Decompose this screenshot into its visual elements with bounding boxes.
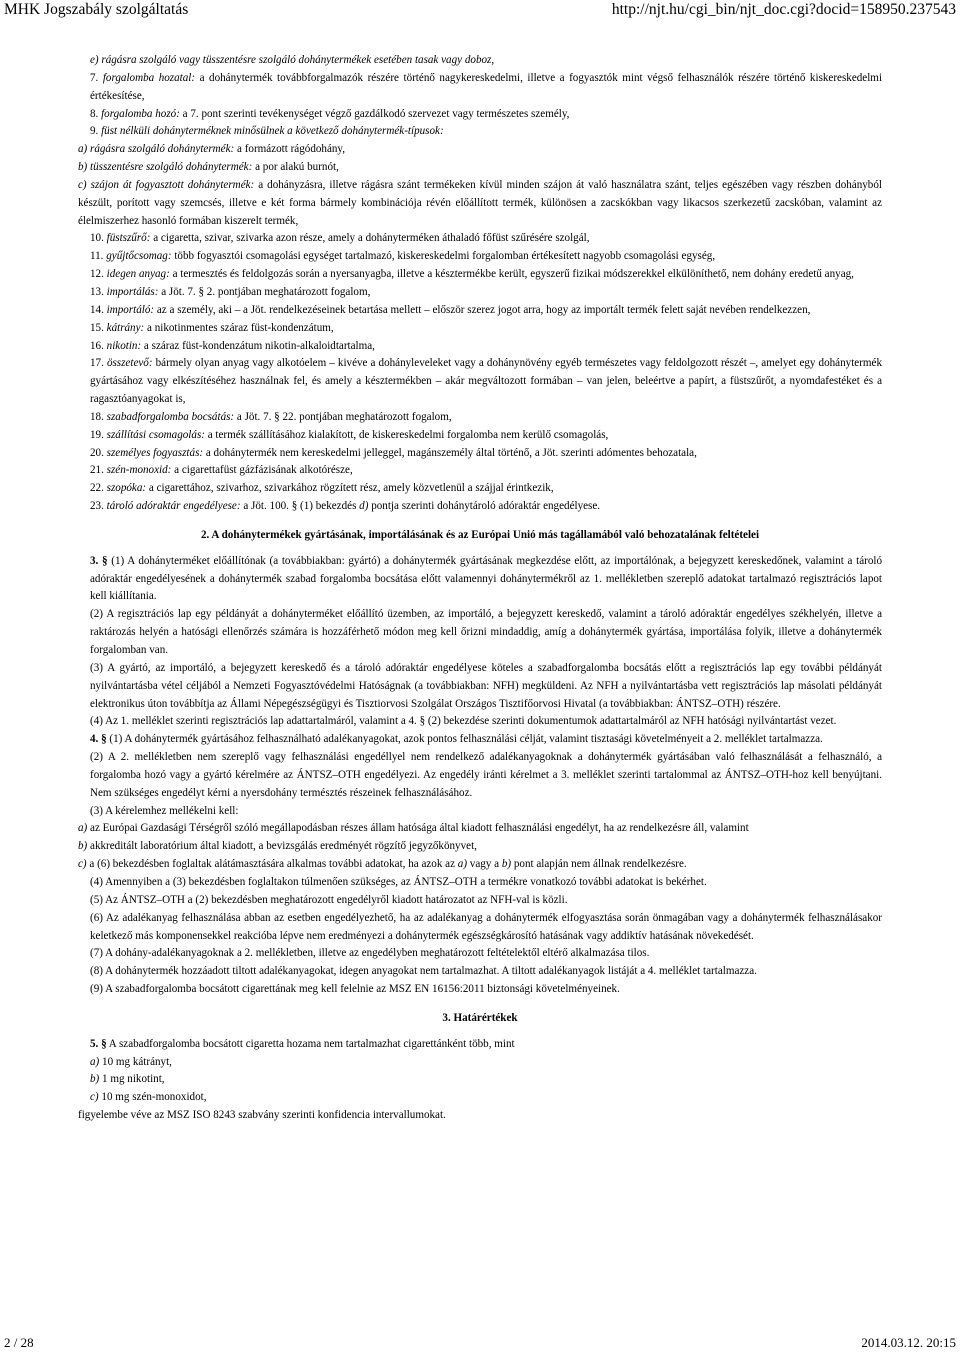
para-4-7: (7) A dohány-adalékanyagoknak a 2. mellékletben, illetve az engedélyben meghatározott feltételektől eltérő alkalmazása tilos. bbox=[90, 947, 650, 960]
item-7: 7. forgalomba hozatal: a dohánytermék továbbforgalmazók részére történő nagykereskedelmi, illetve a fogyasztók mint végső felhasználók részére történő kiskereskedelmi értékesítése, bbox=[90, 71, 883, 102]
para-3-1: 3. § (1) A dohányterméket előállítónak (a továbbiakban: gyártó) a dohánytermék gyártásának megkezdése előtt, az importálónak, a bejegyzett kereskedőnek, valamint a tároló adóraktár engedélyesének a dohánytermék szabad forgalomba bocsátása előtt valamennyi dohánytermékről az 1. mellékletben szereplő adatokat tartalmazó regisztrációs lapot kell kiállítania. bbox=[90, 554, 883, 603]
para-4-4: (4) Amennyiben a (3) bekezdésben foglaltakon túlmenően szükséges, az ÁNTSZ–OTH a termékre vonatkozó további adatokat is bekérhet. bbox=[90, 875, 707, 888]
para-3-3: (3) A gyártó, az importáló, a bejegyzett kereskedő és a tároló adóraktár engedélyese köteles a szabadforgalomba bocsátás előtt a regisztrációs lap egy további példányát nyilvántartásba vétel céljából a Nemzeti Fogyasztóvédelmi Hatóságnak (a továbbiakban: NFH) megküldeni. Az NFH a nyilvántartásba vett regisztrációs lap másolati példányát elektronikus úton továbbítja az Állami Népegészségügyi és Tisztiorvosi Szolgálat Országos Tisztifőorvosi Hivatal (a továbbiakban: ÁNTSZ–OTH) részére. bbox=[90, 661, 882, 710]
section-heading-3: 3. Határértékek bbox=[442, 1011, 518, 1024]
item-9: 9. füst nélküli dohányterméknek minősülnek a következő dohánytermék-típusok: bbox=[90, 125, 444, 138]
item-17: 17. összetevő: bármely olyan anyag vagy alkotóelem – kivéve a dohányleveleket vagy a dohánynövény egyéb természetes vagy feldolgozott részét –, amelyet egy dohánytermék gyártásához vagy elkészítéséhez használnak fel, és amely a késztermékben – akár megváltozott formában – van jelen, beleértve a papírt, a füstszűrőt, a nyomdafestéket és a ragasztóanyagokat is, bbox=[90, 357, 882, 406]
para-4-3-c: c) a (6) bekezdésben foglaltak alátámasztására alkalmas további adatokat, ha azok az a) vagy a b) pont alapján nem állnak rendelkezésre. bbox=[78, 858, 687, 871]
para-5-b: b) 1 mg nikotint, bbox=[90, 1073, 165, 1086]
item-13: 13. importálás: a Jöt. 7. § 2. pontjában meghatározott fogalom, bbox=[90, 285, 371, 298]
item-9b: b) tüsszentésre szolgáló dohánytermék: a por alakú burnót, bbox=[78, 161, 339, 174]
item-10: 10. füstszűrő: a cigaretta, szivar, szivarka azon része, amely a dohányterméken áthaladó főfüst szűrésére szolgál, bbox=[90, 232, 590, 245]
header-url: http://njt.hu/cgi_bin/njt_doc.cgi?docid=158950.237543 bbox=[611, 1, 956, 18]
item-21: 21. szén-monoxid: a cigarettafüst gázfázisának alkotórésze, bbox=[90, 464, 353, 477]
item-8: 8. forgalomba hozó: a 7. pont szerinti tevékenységet végző gazdálkodó szervezet vagy természetes személy, bbox=[90, 107, 570, 120]
print-timestamp: 2014.03.12. 20:15 bbox=[861, 1335, 956, 1350]
para-4-8: (8) A dohánytermék hozzáadott tiltott adalékanyagokat, idegen anyagokat nem tartalmazhat. A tiltott adalékanyagok listáját a 4. melléklet tartalmazza. bbox=[90, 965, 757, 978]
para-5-end: figyelembe véve az MSZ ISO 8243 szabvány szerinti konfidencia intervallumokat. bbox=[78, 1109, 446, 1122]
item-22: 22. szopóka: a cigarettához, szivarhoz, szivarkához rögzített rész, amely közvetlenül a szájjal érintkezik, bbox=[90, 482, 554, 495]
page-header bbox=[0, 0, 960, 26]
item-e: e) rágásra szolgáló vagy tüsszentésre szolgáló dohánytermékek esetében tasak vagy doboz, bbox=[90, 54, 495, 66]
item-18: 18. szabadforgalomba bocsátás: a Jöt. 7. § 22. pontjában meghatározott fogalom, bbox=[90, 410, 452, 423]
para-3-2: (2) A regisztrációs lap egy példányát a dohányterméket előállító üzemben, az importáló, a bejegyzett kereskedő, valamint a tároló adóraktár engedélyes székhelyén, illetve a raktározás helyén a hatósági ellenőrzés számára is hozzáférhető módon meg kell őrizni mindaddig, amíg a dohánytermék gyártása, importálása folyik, illetve a dohánytermék forgalomban van. bbox=[90, 608, 882, 656]
item-11: 11. gyűjtőcsomag: több fogyasztói csomagolási egységet tartalmazó, kiskereskedelmi forgalomban értékesített nagyobb csomagolási egység, bbox=[90, 250, 716, 263]
para-4-6: (6) Az adalékanyag felhasználása abban az esetben engedélyezhető, ha az adalékanyag a dohánytermék elfogyasztása során önmagában vagy a dohánytermék felhasználásakor keletkező más komponensekkel reakcióba lépve nem eredményezi a dohánytermék egészségkárosító hatásának vagy addiktív hatásának növekedését. bbox=[90, 911, 882, 942]
page-footer bbox=[0, 1335, 960, 1353]
item-9c: c) szájon át fogyasztott dohánytermék: a dohányzásra, illetve rágásra szánt termékeken kívül minden szájon át való használatra szánt, teljes egészében vagy részben dohányból készült, porított vagy szemcsés, illetve e két forma bármely kombinációja révén előállított termék, különösen a zacskókban vagy likacsos szerkezetű zacskóban, valamint az élelmiszerhez hasonló formában kiszerelt termék, bbox=[78, 178, 882, 227]
item-16: 16. nikotin: a száraz füst-kondenzátum nikotin-alkaloidtartalma, bbox=[90, 339, 375, 352]
header-title: MHK Jogszabály szolgáltatás bbox=[4, 1, 189, 18]
item-19: 19. szállítási csomagolás: a termék szállításához kialakított, de kiskereskedelmi forgalomba nem kerülő csomagolás, bbox=[90, 428, 609, 441]
para-4-3-b: b) akkreditált laboratórium által kiadott, a bevizsgálás eredményét rögzítő jegyzőkönyvet, bbox=[78, 840, 477, 853]
item-23: 23. tároló adóraktár engedélyese: a Jöt. 100. § (1) bekezdés d) pontja szerinti dohánytároló adóraktár engedélyese. bbox=[90, 500, 601, 513]
page-number: 2 / 28 bbox=[4, 1335, 34, 1350]
para-5-a: a) 10 mg kátrányt, bbox=[90, 1055, 172, 1068]
para-5-c: c) 10 mg szén-monoxidot, bbox=[90, 1091, 207, 1104]
item-12: 12. idegen anyag: a termesztés és feldolgozás során a nyersanyagba, illetve a késztermékbe került, egyszerű fizikai módszerekkel elkülöníthető, nem dohány eredetű anyag, bbox=[90, 268, 854, 281]
para-4-2: (2) A 2. mellékletben nem szereplő vagy felhasználási engedéllyel nem rendelkező adalékanyagoknak a dohánytermék gyártásában való felhasználását a felhasználó, a forgalomba hozó vagy a gyártó kérelmére az ÁNTSZ–OTH engedélyezi. Az engedély iránti kérelmet a 3. melléklet szerinti tartalommal az ÁNTSZ–OTH-hoz kell benyújtani. Nem szükséges engedélyt kérni a nyersdohány természtés részeinek felhasználásához. bbox=[90, 751, 882, 799]
para-4-3-a: a) az Európai Gazdasági Térségről szóló megállapodásban részes állam hatósága által kiadott felhasználási engedélyt, ha az rendelkezésre áll, valamint bbox=[78, 822, 749, 835]
para-3-4: (4) Az 1. melléklet szerinti regisztrációs lap adattartalmáról, valamint a 4. § (2) bekezdése szerinti dokumentumok adattartalmáról az NFH hatósági nyilvántartást vezet. bbox=[90, 715, 837, 728]
item-15: 15. kátrány: a nikotinmentes száraz füst-kondenzátum, bbox=[90, 321, 334, 334]
section-heading-2: 2. A dohánytermékek gyártásának, importálásának és az Európai Unió más tagállamából való behozatalának feltételei bbox=[200, 528, 760, 541]
para-4-5: (5) Az ÁNTSZ–OTH a (2) bekezdésben meghatározott engedélyről kiadott határozatot az NFH-val is közli. bbox=[90, 893, 568, 906]
para-4-3: (3) A kérelemhez mellékelni kell: bbox=[90, 804, 239, 817]
document-body bbox=[78, 52, 882, 1125]
item-20: 20. személyes fogyasztás: a dohánytermék nem kereskedelmi jelleggel, magánszemély által történő, a Jöt. szerinti adómentes behozatala, bbox=[90, 446, 697, 459]
item-14: 14. importáló: az a személy, aki – a Jöt. rendelkezéseinek betartása mellett – először szerez jogot arra, hogy az importált termék felett saját nevében rendelkezzen, bbox=[90, 303, 811, 316]
item-9a: a) rágásra szolgáló dohánytermék: a formázott rágódohány, bbox=[78, 143, 346, 156]
para-5: 5. § A szabadforgalomba bocsátott cigaretta hozama nem tartalmazhat cigarettánként több, mint bbox=[90, 1037, 515, 1050]
para-4-9: (9) A szabadforgalomba bocsátott cigarettának meg kell felelnie az MSZ EN 16156:2011 biztonsági követelményeinek. bbox=[90, 983, 620, 996]
para-4-1: 4. § (1) A dohánytermék gyártásához felhasználható adalékanyagokat, azok pontos felhasználási célját, valamint tisztasági követelményeit a 2. melléklet tartalmazza. bbox=[90, 733, 823, 746]
